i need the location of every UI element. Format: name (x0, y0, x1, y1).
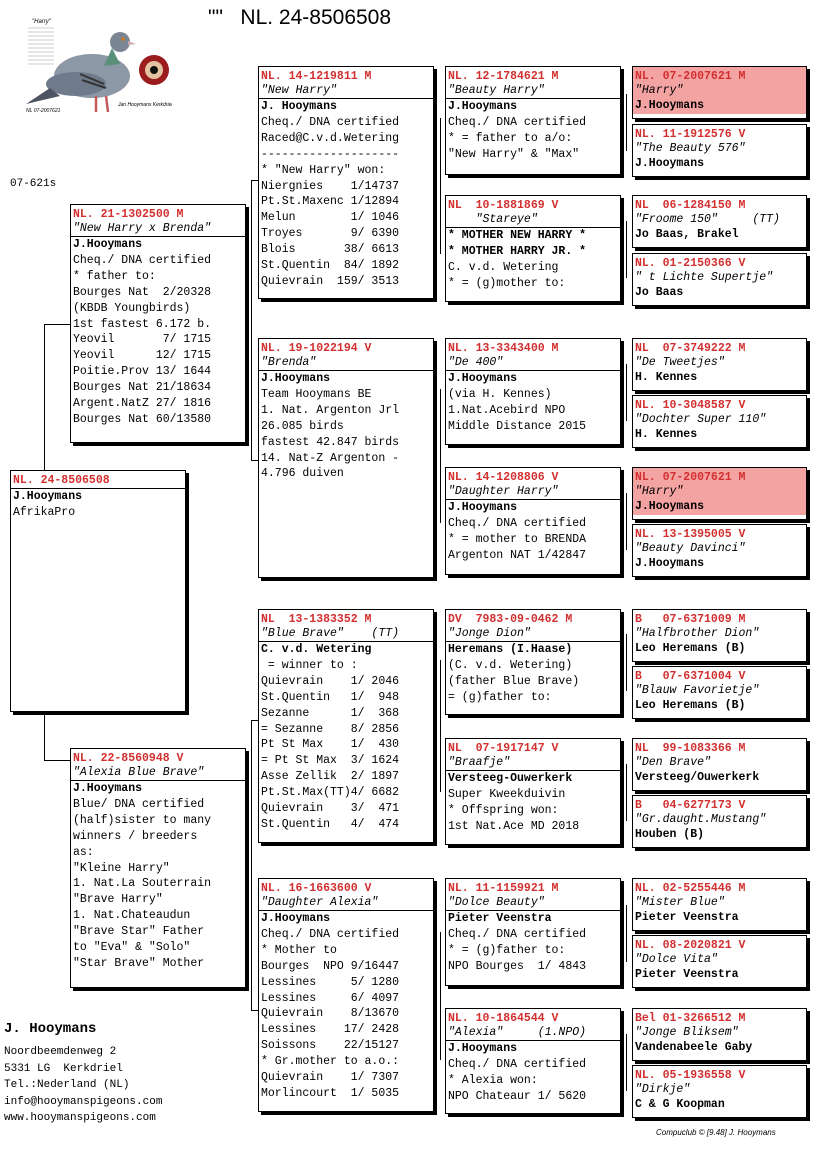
card-body (633, 827, 806, 843)
card-g8[interactable] (632, 524, 807, 577)
breeder-website[interactable]: www.hooymanspigeons.com (4, 1112, 156, 1124)
ring-number: NL. 19-1022194 V (261, 342, 372, 355)
ring-number: B 04-6277173 V (635, 799, 746, 812)
card-line: Niergnies 1/14737 (261, 179, 400, 193)
card-body (446, 228, 620, 292)
card-line: = Sezanne 8/ 2856 (261, 722, 400, 736)
card-line: * Gr.mother to a.o.: (261, 1055, 400, 1069)
card-line: Leo Heremans (B) (635, 699, 746, 712)
card-line: Cheq./ DNA certified (448, 1057, 587, 1071)
card-body (446, 642, 620, 706)
ring-number: DV 7983-09-0462 M (448, 613, 573, 626)
card-ssd[interactable] (445, 195, 621, 302)
card-g7[interactable] (632, 467, 807, 520)
card-body (446, 771, 620, 835)
pigeon-name: "Dochter Super 110" (635, 413, 767, 426)
ring-number: NL. 24-8506508 (13, 474, 110, 487)
card-line: * father to: (73, 269, 156, 283)
connector (251, 720, 252, 1010)
card-line: NPO Bourges 1/ 4843 (448, 959, 587, 973)
connector (440, 118, 441, 254)
card-body (633, 156, 806, 172)
card-dam-sire[interactable] (258, 609, 434, 843)
card-line: Pieter Veenstra (635, 911, 739, 924)
breeder-name: J. Hooymans (4, 1021, 97, 1037)
card-line: Poitie.Prov 13/ 1644 (73, 365, 212, 379)
connector (626, 221, 627, 278)
card-line: * = mother to BRENDA (448, 532, 587, 546)
pigeon-name: "Blauw Favorietje" (635, 684, 760, 697)
pigeon-name: "Dirkje" (635, 1083, 691, 1096)
card-line: * "New Harry" won: (261, 163, 386, 177)
card-line: * Offspring won: (448, 803, 559, 817)
pigeon-name: "Blue Brave" (TT) (261, 627, 400, 640)
ring-number: NL 07-1917147 V (448, 742, 559, 755)
card-sire-dam[interactable] (258, 338, 434, 578)
card-line: J.Hooymans (448, 372, 518, 385)
card-line: St.Quentin 84/ 1892 (261, 259, 400, 273)
card-line: Quievrain 1/ 7307 (261, 1071, 400, 1085)
card-body (633, 1097, 806, 1113)
card-body (633, 641, 806, 657)
pigeon-name: "Daughter Alexia" (261, 896, 379, 909)
card-body (633, 698, 806, 714)
card-line: C. v.d. Wetering (261, 643, 372, 656)
card-body (446, 911, 620, 975)
card-body (633, 910, 806, 926)
card-line: fastest 42.847 birds (261, 435, 400, 449)
ring-number: NL. 10-1864544 V (448, 1012, 559, 1025)
connector (626, 905, 627, 962)
card-line: Blue/ DNA certified (73, 797, 205, 811)
card-sss[interactable] (445, 66, 621, 175)
card-line: J.Hooymans (261, 372, 331, 385)
card-line: * = father to a/o: (448, 131, 573, 145)
card-line: C & G Koopman (635, 1098, 725, 1111)
card-g1[interactable] (632, 66, 807, 119)
card-line: Cheq./ DNA certified (73, 253, 212, 267)
card-sire[interactable] (70, 204, 246, 443)
card-body (633, 1040, 806, 1056)
card-g5[interactable] (632, 338, 807, 391)
breeder-postcode: 5331 LG Kerkdriel (4, 1062, 123, 1075)
connector (251, 180, 252, 460)
connector (44, 760, 70, 761)
card-line: J.Hooymans (635, 157, 705, 170)
ring-number: B 07-6371004 V (635, 670, 746, 683)
logo-caption-top: "Harry" (32, 19, 51, 25)
card-g15[interactable] (632, 1008, 807, 1061)
card-line: (father Blue Brave) (448, 674, 580, 688)
card-line: (half)sister to many (73, 813, 212, 827)
card-line: Vandenabeele Gaby (635, 1041, 753, 1054)
pigeon-name: "Beauty Davinci" (635, 542, 746, 555)
card-line: Heremans (I.Haase) (448, 643, 573, 656)
card-line: * MOTHER HARRY JR. * (448, 244, 587, 258)
card-line: J.Hooymans (448, 1042, 518, 1055)
card-g13[interactable] (632, 878, 807, 931)
card-line: Argent.NatZ 27/ 1816 (73, 397, 212, 411)
card-body (633, 967, 806, 983)
ring-number: NL. 01-2150366 V (635, 257, 746, 270)
card-line: Quievrain 159/ 3513 (261, 274, 400, 288)
pigeon-name: "New Harry" (261, 84, 337, 97)
card-body (633, 98, 806, 114)
ring-number: NL. 14-1219811 M (261, 70, 372, 83)
card-sire-sire[interactable] (258, 66, 434, 299)
card-body (633, 499, 806, 515)
card-line: J.Hooymans (448, 100, 518, 113)
card-g11[interactable] (632, 738, 807, 791)
card-line: Versteeg/Ouwerkerk (635, 771, 760, 784)
pigeon-name: "Alexia" (1.NPO) (448, 1026, 587, 1039)
breeder-phone: Tel.:Nederland (NL) (4, 1079, 130, 1091)
card-line: NPO Chateaur 1/ 5620 (448, 1089, 587, 1103)
card-line: "Brave Star" Father (73, 925, 205, 939)
card-body (633, 227, 806, 243)
card-sds[interactable] (445, 338, 621, 445)
card-line: Lessines 17/ 2428 (261, 1023, 400, 1037)
card-line: J.Hooymans (635, 557, 705, 570)
card-line: Leo Heremans (B) (635, 642, 746, 655)
pigeon-name: "New Harry x Brenda" (73, 222, 212, 235)
card-line: Blois 38/ 6613 (261, 243, 400, 257)
pedigree-code: 07-621s (10, 178, 57, 190)
connector (44, 324, 45, 470)
pigeon-name: "Jonge Bliksem" (635, 1026, 739, 1039)
pigeon-name: "Harry" (635, 485, 684, 498)
ring-number: NL. 14-1208806 V (448, 471, 559, 484)
card-line: St.Quentin 1/ 948 (261, 690, 400, 704)
ring-number: NL 06-1284150 M (635, 199, 746, 212)
ring-number: NL. 05-1936558 V (635, 1069, 746, 1082)
card-dsd[interactable] (445, 738, 621, 845)
card-line: Jo Baas, Brakel (635, 228, 739, 241)
ring-number: Bel 01-3266512 M (635, 1012, 746, 1025)
card-line: * = (g)mother to: (448, 276, 566, 290)
card-line: H. Kennes (635, 428, 698, 441)
logo-caption-left: NL 07-2007621 (26, 108, 61, 114)
card-body (71, 237, 245, 428)
ring-number: NL 07-3749222 M (635, 342, 746, 355)
card-g4[interactable] (632, 253, 807, 306)
connector (626, 493, 627, 550)
card-line: 1.Nat.Acebird NPO (448, 403, 566, 417)
ring-number: NL. 10-3048587 V (635, 399, 746, 412)
card-line: Bourges Nat 21/18634 (73, 381, 212, 395)
card-line: Argenton NAT 1/42847 (448, 548, 587, 562)
pigeon-name: "Gr.daught.Mustang" (635, 813, 767, 826)
card-dss[interactable] (445, 609, 621, 715)
card-line: 1. Nat. Argenton Jrl (261, 403, 400, 417)
card-line: "Brave Harry" (73, 893, 163, 907)
card-line: Pt.St.Max(TT)4/ 6682 (261, 786, 400, 800)
pigeon-name: "Brenda" (261, 356, 317, 369)
pigeon-name: "Mister Blue" (635, 896, 725, 909)
breeder-block (4, 1020, 162, 1127)
card-line: Lessines 6/ 4097 (261, 991, 400, 1005)
connector (251, 1010, 258, 1011)
card-line: Quievrain 8/13670 (261, 1007, 400, 1021)
card-line: AfrikaPro (13, 505, 76, 519)
card-line: Pt St Max 1/ 430 (261, 738, 400, 752)
pigeon-name: "Stareye" (448, 213, 538, 226)
connector (626, 94, 627, 151)
card-line: -------------------- (261, 147, 400, 161)
page-title: "" NL. 24-8506508 (208, 6, 392, 29)
pigeon-name: "Braafje" (448, 756, 511, 769)
pigeon-name: "Den Brave" (635, 756, 711, 769)
card-line: 1. Nat.Chateaudun (73, 909, 191, 923)
card-line: Pieter Veenstra (448, 912, 552, 925)
pigeon-name: "Dolce Vita" (635, 953, 718, 966)
card-dam[interactable] (70, 748, 246, 988)
pigeon-name: "Jonge Dion" (448, 627, 531, 640)
card-body (446, 500, 620, 564)
card-line: 4.796 duiven (261, 467, 344, 481)
card-body (633, 427, 806, 443)
ring-number: NL. 22-8560948 V (73, 752, 184, 765)
card-body (633, 285, 806, 301)
ring-number: NL. 11-1159921 M (448, 882, 559, 895)
connector (251, 720, 258, 721)
card-dds[interactable] (445, 878, 621, 986)
card-body (259, 99, 433, 290)
card-line: "New Harry" & "Max" (448, 147, 580, 161)
pigeon-name: "The Beauty 576" (635, 142, 746, 155)
card-line: (C. v.d. Wetering) (448, 658, 573, 672)
connector (626, 1034, 627, 1091)
ring-number: B 07-6371009 M (635, 613, 746, 626)
connector (440, 389, 441, 523)
pigeon-name: " t Lichte Supertje" (635, 271, 774, 284)
card-dam-dam[interactable] (258, 878, 434, 1112)
card-body (71, 781, 245, 972)
card-line: J.Hooymans (635, 99, 705, 112)
pigeon-name: "Harry" (635, 84, 684, 97)
card-line: J.Hooymans (13, 490, 83, 503)
connector (44, 712, 45, 760)
card-line: to "Eva" & "Solo" (73, 941, 191, 955)
card-line: J.Hooymans (73, 238, 143, 251)
card-line: * MOTHER NEW HARRY * (448, 229, 587, 242)
card-line: Lessines 5/ 1280 (261, 975, 400, 989)
software-credit: Compuclub © [9.48] J. Hooymans (656, 1128, 776, 1137)
card-line: Pt.St.Maxenc 1/12894 (261, 195, 400, 209)
ring-number: NL 13-1383352 M (261, 613, 372, 626)
ring-number: NL. 13-3343400 M (448, 342, 559, 355)
card-line: C. v.d. Wetering (448, 260, 559, 274)
pigeon-name: "Beauty Harry" (448, 84, 545, 97)
pigeon-name: "Froome 150" (TT) (635, 213, 780, 226)
ring-number: NL. 07-2007621 M (635, 471, 746, 484)
ring-number: NL. 02-5255446 M (635, 882, 746, 895)
card-line: Yeovil 7/ 1715 (73, 333, 212, 347)
breeder-email[interactable]: info@hooymanspigeons.com (4, 1095, 163, 1108)
ring-number: NL. 12-1784621 M (448, 70, 559, 83)
card-line: Cheq./ DNA certified (448, 927, 587, 941)
card-line: Cheq./ DNA certified (261, 927, 400, 941)
card-line: Melun 1/ 1046 (261, 211, 400, 225)
pigeon-name: "De Tweetjes" (635, 356, 725, 369)
pigeon-logo (20, 14, 172, 126)
card-line: Asse Zellik 2/ 1897 (261, 770, 400, 784)
card-line: J.Hooymans (261, 912, 331, 925)
card-line: Yeovil 12/ 1715 (73, 349, 212, 363)
card-g2[interactable] (632, 124, 807, 177)
card-line: "Kleine Harry" (73, 861, 170, 875)
connector (251, 460, 258, 461)
card-line: Bourges Nat 60/13580 (73, 412, 212, 426)
card-line: Quievrain 3/ 471 (261, 802, 400, 816)
connector (626, 764, 627, 821)
connector (251, 180, 258, 181)
card-body (633, 770, 806, 786)
card-body (11, 489, 185, 521)
card-line: Soissons 22/15127 (261, 1039, 400, 1053)
card-body (446, 371, 620, 435)
pigeon-name: "Halfbrother Dion" (635, 627, 760, 640)
card-body (259, 371, 433, 482)
card-ddd[interactable] (445, 1008, 621, 1114)
card-line: Sezanne 1/ 368 (261, 706, 400, 720)
card-subject[interactable] (10, 470, 186, 712)
card-line: Troyes 9/ 6390 (261, 227, 400, 241)
card-line: * = (g)father to: (448, 943, 566, 957)
card-line: Pieter Veenstra (635, 968, 739, 981)
card-line: J. Hooymans (261, 100, 337, 113)
card-line: winners / breeders (73, 829, 198, 843)
card-line: = Pt St Max 3/ 1624 (261, 754, 400, 768)
connector (626, 364, 627, 421)
connector (440, 660, 441, 792)
card-body (446, 99, 620, 163)
card-line: Bourges Nat 2/20328 (73, 285, 212, 299)
pigeon-name: "Dolce Beauty" (448, 896, 545, 909)
card-line: = winner to : (261, 658, 358, 672)
ring-number: NL 10-1881869 V (448, 199, 559, 212)
connector (44, 324, 70, 325)
card-g9[interactable] (632, 609, 807, 662)
ring-number: NL. 11-1912576 V (635, 128, 746, 141)
ring-number: NL 99-1083366 M (635, 742, 746, 755)
ring-number: NL. 16-1663600 V (261, 882, 372, 895)
card-body (633, 556, 806, 572)
card-line: Cheq./ DNA certified (261, 115, 400, 129)
card-g16[interactable] (632, 1065, 807, 1118)
card-line: Cheq./ DNA certified (448, 115, 587, 129)
card-g12[interactable] (632, 795, 807, 848)
ring-number: NL. 08-2020821 V (635, 939, 746, 952)
card-line: * Alexia won: (448, 1073, 538, 1087)
card-g10[interactable] (632, 666, 807, 719)
card-line: (via H. Kennes) (448, 387, 552, 401)
card-line: 1. Nat.La Souterrain (73, 877, 212, 891)
pigeon-name: "Daughter Harry" (448, 485, 559, 498)
pigeon-name: "De 400" (448, 356, 504, 369)
card-line: Quievrain 1/ 2046 (261, 674, 400, 688)
card-line: Houben (B) (635, 828, 705, 841)
pigeon-name: "Alexia Blue Brave" (73, 766, 205, 779)
card-line: Cheq./ DNA certified (448, 516, 587, 530)
connector (440, 932, 441, 1060)
card-line: 14. Nat-Z Argenton - (261, 451, 400, 465)
card-line: 26.085 birds (261, 419, 344, 433)
ring-number: NL. 21-1302500 M (73, 208, 184, 221)
card-line: as: (73, 845, 94, 859)
card-g6[interactable] (632, 395, 807, 448)
card-sdd[interactable] (445, 467, 621, 575)
card-g14[interactable] (632, 935, 807, 988)
card-line: J.Hooymans (73, 782, 143, 795)
card-line: (KBDB Youngbirds) (73, 301, 191, 315)
card-line: Raced@C.v.d.Wetering (261, 131, 400, 145)
card-line: Morlincourt 1/ 5035 (261, 1086, 400, 1100)
connector (626, 634, 627, 691)
card-body (259, 642, 433, 833)
card-line: Middle Distance 2015 (448, 419, 587, 433)
card-body (259, 911, 433, 1102)
card-line: = (g)father to: (448, 690, 552, 704)
card-g3[interactable] (632, 195, 807, 248)
card-line: * Mother to (261, 943, 337, 957)
logo-caption-right: Jan Hooymans Kerkdriel (118, 102, 172, 108)
card-body (446, 1041, 620, 1105)
ring-number: NL. 13-1395005 V (635, 528, 746, 541)
ring-number: NL. 07-2007621 M (635, 70, 746, 83)
card-line: Bourges NPO 9/16447 (261, 959, 400, 973)
card-line: Super Kweekduivin (448, 787, 566, 801)
card-line: Team Hooymans BE (261, 387, 372, 401)
card-line: H. Kennes (635, 371, 698, 384)
card-line: 1st fastest 6.172 b. (73, 317, 212, 331)
card-line: J.Hooymans (448, 501, 518, 514)
breeder-address: Noordbeemdenweg 2 (4, 1046, 117, 1058)
card-line: "Star Brave" Mother (73, 956, 205, 970)
card-line: St.Quentin 4/ 474 (261, 817, 400, 831)
card-line: 1st Nat.Ace MD 2018 (448, 819, 580, 833)
card-line: Versteeg-Ouwerkerk (448, 772, 573, 785)
card-body (633, 370, 806, 386)
card-line: Jo Baas (635, 286, 684, 299)
card-line: J.Hooymans (635, 500, 705, 513)
